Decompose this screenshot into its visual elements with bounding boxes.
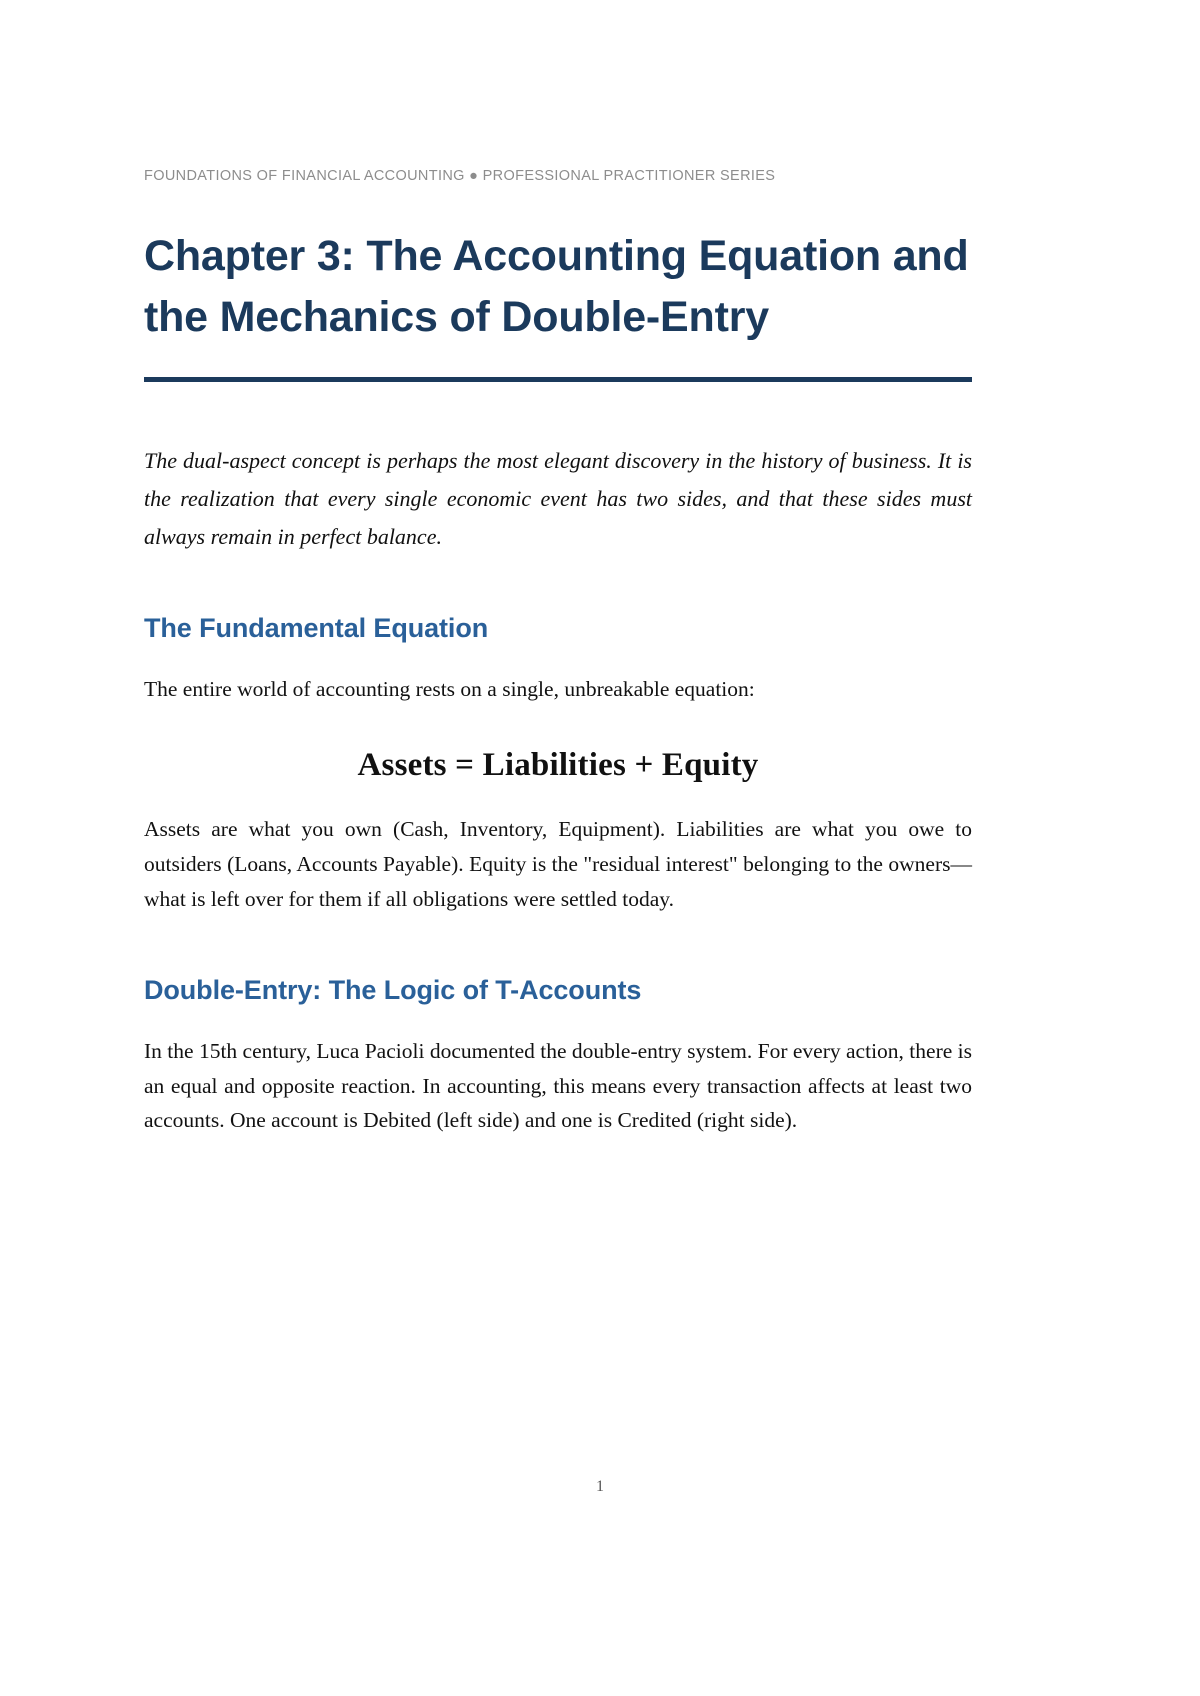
epigraph-text: The dual-aspect concept is perhaps the most elegant discovery in the history of business. It is the realization that every single economic event has two sides, and that these sides must always remain in perfect balance. (144, 447, 972, 549)
section-body-paragraph-assets: Assets are what you own (Cash, Inventory, Equipment). Liabilities are what you owe to outsiders (Loans, Accounts Payable). Equity is the "residual interest" belonging to the owners—what is left over for them if all obligations were settled today. (144, 817, 972, 911)
page-number: 1 (596, 1478, 604, 1495)
running-head: FOUNDATIONS OF FINANCIAL ACCOUNTING ● PROFESSIONAL PRACTITIONER SERIES (144, 168, 776, 184)
section-intro-paragraph: The entire world of accounting rests on a single, unbreakable equation: (144, 677, 755, 702)
title-divider (144, 377, 972, 382)
page-content (144, 0, 972, 1138)
section-heading-double-entry: Double-Entry: The Logic of T-Accounts (144, 974, 642, 1005)
section-heading-fundamental-equation: The Fundamental Equation (144, 613, 489, 644)
accounting-equation: Assets = Liabilities + Equity (357, 747, 759, 784)
page-title: Chapter 3: The Accounting Equation and the Mechanics of Double-Entry (144, 232, 969, 342)
section-body-paragraph-double-entry: In the 15th century, Luca Pacioli documented the double-entry system. For every action, there is an equal and opposite reaction. In accounting, this means every transaction affects at least two accounts. One account is Debited (left side) and one is Credited (right side). (144, 1038, 972, 1133)
